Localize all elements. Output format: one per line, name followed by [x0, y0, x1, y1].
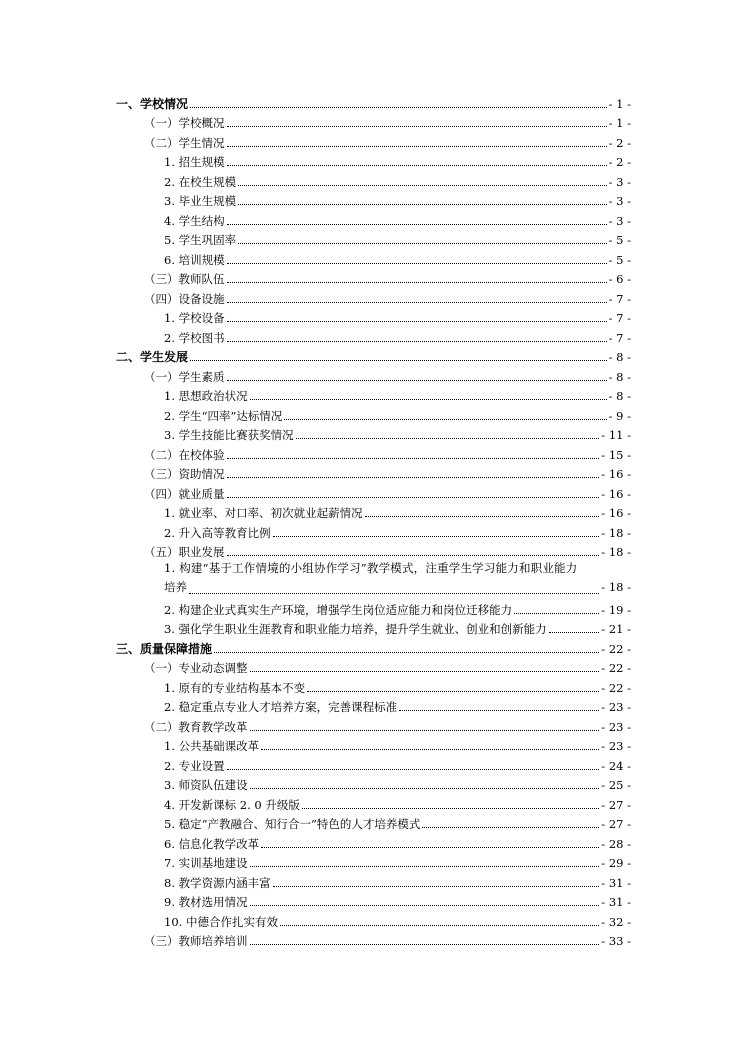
- toc-subsection[interactable]: [116, 812, 631, 832]
- toc-entry-title: 6. 信息化教学改革: [164, 836, 260, 851]
- dot-leader: [250, 730, 600, 731]
- toc-entry-title: （三）资助情况: [144, 467, 225, 481]
- toc-subsection[interactable]: [116, 675, 631, 695]
- toc-entry-title: 6. 培训规模: [164, 252, 225, 267]
- toc-entry-title: （二）在校体验: [144, 447, 225, 462]
- toc-entry-title: （一）学校概况: [144, 116, 225, 130]
- toc-page-number: - 16 -: [601, 506, 631, 520]
- dot-leader: [238, 185, 606, 186]
- toc-page-number: - 24 -: [601, 758, 631, 773]
- dot-leader: [227, 302, 607, 303]
- toc-subsection[interactable]: [116, 228, 631, 248]
- toc-page-number: - 21 -: [601, 622, 631, 636]
- dot-leader: [261, 749, 599, 750]
- toc-entry-title: 2. 学校图书: [164, 330, 225, 345]
- toc-subsection[interactable]: [116, 890, 631, 910]
- toc-page-number: - 29 -: [601, 856, 631, 870]
- dot-leader: [227, 477, 600, 478]
- dot-leader: [250, 905, 600, 906]
- toc-entry-title: 10. 中德合作扎实有效: [164, 914, 278, 929]
- toc-subsection[interactable]: [116, 597, 631, 617]
- toc-entry-title: 1. 思想政治状况: [164, 389, 248, 403]
- toc-subsection[interactable]: [116, 851, 631, 871]
- toc-entry-title: 2. 在校生规模: [164, 174, 237, 189]
- toc-page-number: - 6 -: [608, 272, 631, 286]
- toc-section[interactable]: [116, 286, 631, 306]
- dot-leader: [284, 419, 606, 420]
- toc-page-number: - 15 -: [601, 447, 631, 462]
- toc-section[interactable]: [116, 929, 631, 949]
- toc-entry-title: 1. 学校设备: [164, 311, 225, 325]
- toc-section[interactable]: [116, 656, 631, 676]
- toc-page-number: - 11 -: [601, 428, 631, 442]
- dot-leader: [250, 671, 600, 672]
- dot-leader: [238, 204, 606, 205]
- dot-leader: [273, 536, 600, 537]
- toc-page-number: - 18 -: [601, 580, 631, 594]
- toc-page-number: - 3 -: [608, 194, 631, 208]
- toc-page-number: - 22 -: [601, 661, 631, 675]
- dot-leader: [422, 827, 599, 828]
- toc-entry-title: 1. 招生规模: [164, 155, 225, 169]
- dot-leader: [238, 243, 606, 244]
- toc-entry-title: 4. 学生结构: [164, 213, 225, 228]
- toc-subsection[interactable]: [116, 909, 631, 929]
- toc-section[interactable]: [116, 364, 631, 384]
- toc-page-number: - 25 -: [601, 778, 631, 792]
- dot-leader: [365, 516, 600, 517]
- toc-entry-title: 4. 开发新课标 2. 0 升级版: [164, 797, 300, 812]
- dot-leader: [250, 866, 600, 867]
- toc-entry-title: 7. 实训基地建设: [164, 856, 248, 870]
- toc-chapter[interactable]: [116, 345, 631, 365]
- toc-entry-title: 2. 学生“四率”达标情况: [164, 408, 283, 423]
- toc-subsection[interactable]: [116, 792, 631, 812]
- toc-page-number: - 8 -: [608, 389, 631, 403]
- toc-page-number: - 31 -: [601, 895, 631, 909]
- toc-entry-title: （一）学生素质: [144, 369, 225, 384]
- dot-leader: [296, 438, 600, 439]
- toc-page-number: - 23 -: [601, 739, 631, 753]
- toc-entry-title-continued: 培养: [164, 580, 187, 594]
- toc-entry-title: 3. 师资队伍建设: [164, 778, 248, 792]
- toc-subsection[interactable]: [116, 734, 631, 754]
- toc-subsection[interactable]: [116, 169, 631, 189]
- toc-page-number: - 5 -: [608, 233, 631, 247]
- dot-leader: [549, 632, 600, 633]
- toc-entry-title: 一、学校情况: [116, 96, 189, 111]
- dot-leader: [227, 380, 607, 381]
- toc-section[interactable]: [116, 714, 631, 734]
- toc-section[interactable]: [116, 267, 631, 287]
- dot-leader: [399, 710, 599, 711]
- toc-subsection[interactable]: [116, 189, 631, 209]
- toc-subsection[interactable]: [116, 695, 631, 715]
- dot-leader: [227, 282, 607, 283]
- toc-page-number: - 9 -: [608, 408, 631, 423]
- toc-entry-title: 3. 学生技能比赛获奖情况: [164, 428, 294, 442]
- toc-page-number: - 16 -: [601, 467, 631, 481]
- toc-entry-title: 三、质量保障措施: [116, 641, 213, 656]
- toc-section[interactable]: [116, 481, 631, 501]
- dot-leader: [227, 321, 607, 322]
- toc-subsection[interactable]: [116, 150, 631, 170]
- toc-page-number: - 19 -: [601, 602, 631, 617]
- toc-page-number: - 28 -: [601, 836, 631, 851]
- toc-section[interactable]: [116, 540, 631, 560]
- toc-page-number: - 18 -: [601, 545, 631, 559]
- toc-entry-title: 2. 专业设置: [164, 758, 225, 773]
- toc-subsection[interactable]: [116, 208, 631, 228]
- toc-entry-title: 1. 原有的专业结构基本不变: [164, 680, 306, 695]
- dot-leader: [227, 126, 607, 127]
- table-of-contents: [116, 91, 631, 948]
- toc-subsection[interactable]: [116, 753, 631, 773]
- dot-leader: [307, 691, 599, 692]
- toc-entry-title: （五）职业发展: [144, 545, 225, 559]
- toc-page-number: - 5 -: [608, 252, 631, 267]
- toc-entry-title: （四）设备设施: [144, 291, 225, 306]
- dot-leader: [190, 360, 607, 361]
- toc-page-number: - 2 -: [608, 135, 631, 150]
- toc-subsection[interactable]: [116, 617, 631, 637]
- toc-page-number: - 2 -: [608, 155, 631, 169]
- toc-page-number: - 8 -: [608, 369, 631, 384]
- toc-entry[interactable]: [116, 559, 631, 597]
- toc-subsection[interactable]: [116, 247, 631, 267]
- toc-page-number: - 27 -: [601, 817, 631, 831]
- toc-entry-title: 5. 稳定“产教融合、知行合一”特色的人才培养模式: [164, 817, 421, 831]
- toc-entry-title: （四）就业质量: [144, 486, 225, 501]
- toc-chapter[interactable]: [116, 91, 631, 111]
- toc-entry-title: 2. 稳定重点专业人才培养方案，完善课程标准: [164, 700, 398, 714]
- toc-entry-title: （三）教师培养培训: [144, 934, 248, 948]
- toc-entry-title: （二）教育教学改革: [144, 719, 248, 734]
- toc-entry-title: 1. 就业率、对口率、初次就业起薪情况: [164, 506, 363, 520]
- dot-leader: [250, 944, 600, 945]
- dot-leader: [280, 925, 599, 926]
- toc-page-number: - 8 -: [608, 350, 631, 364]
- toc-section[interactable]: [116, 462, 631, 482]
- toc-subsection[interactable]: [116, 384, 631, 404]
- toc-page-number: - 32 -: [601, 914, 631, 929]
- toc-page-number: - 3 -: [608, 174, 631, 189]
- dot-leader: [190, 107, 607, 108]
- toc-page-number: - 33 -: [601, 934, 631, 948]
- toc-subsection[interactable]: [116, 325, 631, 345]
- toc-subsection[interactable]: [116, 306, 631, 326]
- toc-entry-title: 1. 公共基础课改革: [164, 739, 260, 753]
- dot-leader: [214, 652, 599, 653]
- toc-entry-title: 3. 毕业生规模: [164, 194, 237, 208]
- toc-chapter[interactable]: [116, 636, 631, 656]
- toc-entry-title: 9. 教材选用情况: [164, 895, 248, 909]
- toc-page-number: - 23 -: [601, 700, 631, 714]
- dot-leader: [227, 458, 600, 459]
- dot-leader: [227, 263, 607, 264]
- toc-page-number: - 7 -: [608, 330, 631, 345]
- toc-page-number: - 16 -: [601, 486, 631, 501]
- toc-entry-title: （二）学生情况: [144, 135, 225, 150]
- dot-leader: [227, 341, 607, 342]
- toc-entry-title: 5. 学生巩固率: [164, 233, 237, 247]
- toc-entry-title: 二、学生发展: [116, 350, 189, 364]
- toc-page-number: - 3 -: [608, 213, 631, 228]
- dot-leader: [227, 165, 607, 166]
- toc-subsection[interactable]: [116, 773, 631, 793]
- dot-leader: [227, 224, 607, 225]
- toc-subsection[interactable]: [116, 831, 631, 851]
- dot-leader: [227, 497, 600, 498]
- toc-entry-title: （三）教师队伍: [144, 272, 225, 286]
- toc-page-number: - 7 -: [608, 311, 631, 325]
- toc-section[interactable]: [116, 442, 631, 462]
- toc-subsection[interactable]: [116, 870, 631, 890]
- dot-leader: [273, 886, 600, 887]
- toc-entry-title: 8. 教学资源内涵丰富: [164, 875, 271, 890]
- toc-page-number: - 1 -: [608, 116, 631, 130]
- toc-entry-title: 3. 强化学生职业生涯教育和职业能力培养，提升学生就业、创业和创新能力: [164, 622, 547, 636]
- dot-leader: [514, 613, 599, 614]
- toc-page-number: - 27 -: [601, 797, 631, 812]
- dot-leader: [250, 788, 600, 789]
- dot-leader: [250, 399, 607, 400]
- toc-entry-title: （一）专业动态调整: [144, 661, 248, 675]
- toc-entry-title: 1. 构建“基于工作情境的小组协作学习”教学模式，注重学生学习能力和职业能力: [164, 561, 578, 575]
- toc-subsection[interactable]: [116, 403, 631, 423]
- toc-page-number: - 7 -: [608, 291, 631, 306]
- toc-entry-title: 2. 构建企业式真实生产环境，增强学生岗位适应能力和岗位迁移能力: [164, 602, 513, 617]
- toc-page-number: - 22 -: [601, 641, 631, 656]
- toc-subsection[interactable]: [116, 423, 631, 443]
- dot-leader: [227, 769, 600, 770]
- dot-leader: [227, 146, 607, 147]
- toc-page-number: - 31 -: [601, 875, 631, 890]
- dot-leader: [261, 847, 599, 848]
- toc-section[interactable]: [116, 130, 631, 150]
- toc-entry-title: 2. 升入高等教育比例: [164, 525, 271, 540]
- toc-subsection[interactable]: [116, 520, 631, 540]
- toc-page-number: - 23 -: [601, 719, 631, 734]
- dot-leader: [302, 808, 599, 809]
- dot-leader: [189, 593, 599, 594]
- toc-page-number: - 22 -: [601, 680, 631, 695]
- toc-page-number: - 18 -: [601, 525, 631, 540]
- toc-subsection[interactable]: [116, 501, 631, 521]
- dot-leader: [227, 555, 600, 556]
- toc-section[interactable]: [116, 111, 631, 131]
- toc-page-number: - 1 -: [608, 96, 631, 111]
